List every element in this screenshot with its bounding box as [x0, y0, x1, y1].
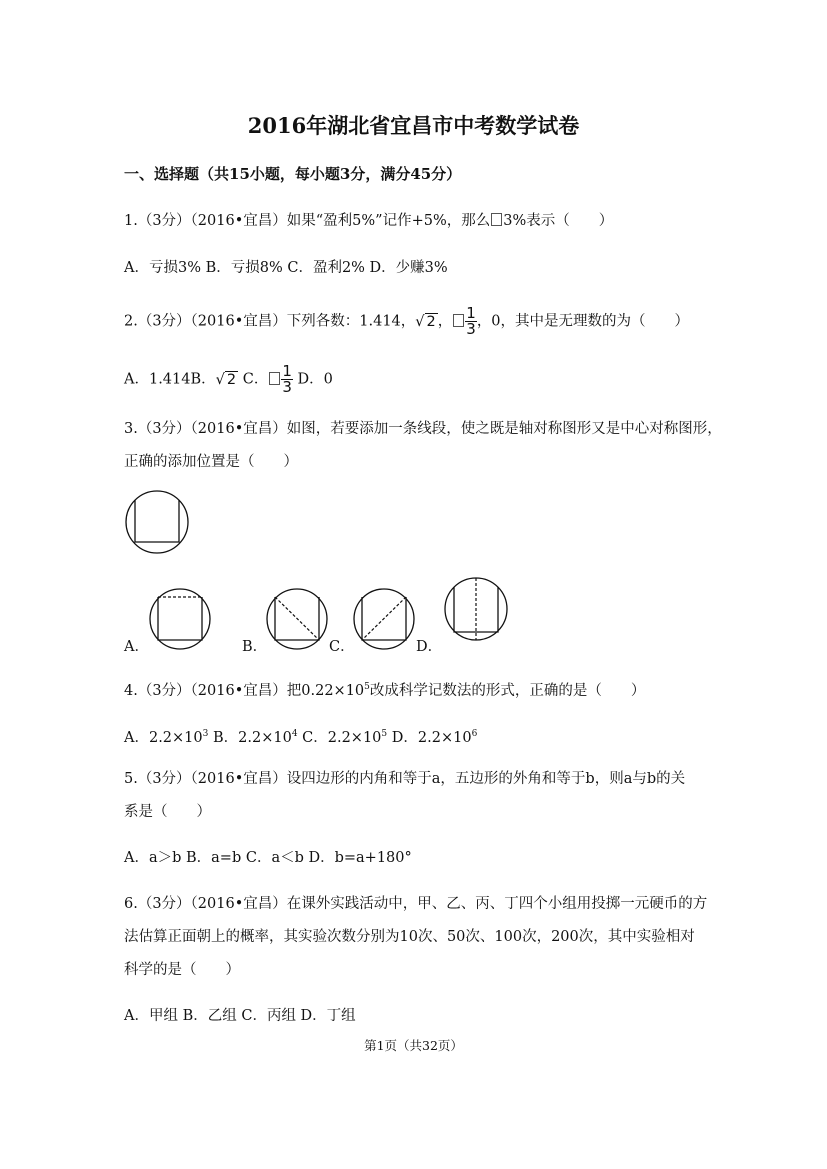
page-footer: 第1页（共32页）: [364, 1038, 463, 1053]
q4-option-b: B．2.2×10: [208, 729, 292, 746]
fraction-numerator: 1: [466, 304, 476, 322]
q2-separator: ，: [437, 313, 453, 330]
question-3-line-1: 3.（3分）（2016•宜昌）如图，若要添加一条线段，使之既是轴对称图形又是中心对称图形，: [124, 421, 722, 437]
fraction-denominator: 3: [282, 378, 292, 396]
q4-option-d: D．2.2×10: [387, 729, 472, 746]
figure-label-d: D．: [416, 639, 443, 655]
q4-exp-d: 6: [471, 729, 478, 739]
question-3-line-2: 正确的添加位置是（ ）: [124, 454, 298, 470]
question-4-options: [124, 724, 477, 748]
q1-stem-part-a: 1.（3分）（2016•宜昌）如果“盈利5%”记作+5%，那么: [124, 213, 491, 229]
missing-glyph-box-icon: [491, 213, 502, 226]
sqrt-radicand: 2: [226, 371, 237, 388]
section-heading: 一、选择题（共15小题，每小题3分，满分45分）: [124, 165, 462, 183]
question-6-line-3: 科学的是（ ）: [124, 962, 240, 978]
sqrt-symbol: √ 2: [215, 371, 237, 388]
q4-exp-b: 4: [291, 729, 298, 739]
figure-square-sides: [135, 500, 179, 542]
q4-option-a: A．2.2×10: [124, 729, 203, 746]
q4-stem-exponent: 5: [364, 682, 370, 692]
fraction-numerator: 1: [282, 362, 292, 380]
question-4-stem: [124, 677, 645, 701]
q4-exp-a: 3: [202, 729, 209, 739]
question-5-line-2: 系是（ ）: [124, 804, 211, 820]
figure-label-b: B．: [242, 639, 268, 655]
q4-stem-part-b: 改成科学记数法的形式，正确的是（ ）: [369, 682, 646, 699]
q2-option-d: D．0: [292, 371, 333, 388]
q2-stem-part-a: 2.（3分）（2016•宜昌）下列各数：1.414，: [124, 313, 416, 330]
missing-glyph-box-icon: [453, 314, 464, 327]
q4-stem-part-a: 4.（3分）（2016•宜昌）把0.22×10: [124, 682, 365, 699]
q2-option-c: C．: [238, 371, 269, 388]
fraction-one-third: [281, 364, 293, 395]
fraction-one-third: [465, 306, 477, 337]
question-6-line-2: 法估算正面朝上的概率，其实验次数分别为10次、50次、100次，200次，其中实验相对: [124, 929, 695, 945]
sqrt-symbol: √ 2: [415, 313, 436, 330]
paper-title: 2016年湖北省宜昌市中考数学试卷: [247, 113, 580, 138]
question-1-options: A．亏损3% B．亏损8% C．盈利2% D．少赚3%: [124, 260, 448, 276]
figure-option-c: [352, 588, 416, 650]
q4-exp-c: 5: [381, 729, 388, 739]
question-2-stem: [124, 306, 689, 337]
q4-option-c: C．2.2×10: [297, 729, 382, 746]
figure-option-b: [265, 588, 329, 650]
question-2-options: [124, 364, 333, 395]
figure-label-c: C．: [329, 639, 355, 655]
question-6-line-1: 6.（3分）（2016•宜昌）在课外实践活动中，甲、乙、丙、丁四个小组用投掷一元硬币的方: [124, 896, 708, 912]
question-6-options: A．甲组 B．乙组 C．丙组 D．丁组: [124, 1008, 356, 1024]
fraction-denominator: 3: [466, 320, 476, 338]
figure-option-a: [148, 588, 212, 650]
q1-stem-part-b: 3%表示（ ）: [503, 213, 614, 229]
figure-main: [124, 490, 190, 554]
question-5-options: A．a＞b B．a=b C．a＜b D．b=a+180°: [124, 850, 412, 866]
sqrt-radicand: 2: [426, 313, 436, 330]
q2-option-a: A．1.414B．: [124, 371, 216, 388]
question-1-stem: [124, 211, 613, 231]
figure-option-d: [443, 576, 509, 642]
question-5-line-1: 5.（3分）（2016•宜昌）设四边形的内角和等于a，五边形的外角和等于b，则a与b的关: [124, 771, 686, 787]
q2-stem-part-b: ，0，其中是无理数的为（ ）: [476, 313, 690, 330]
missing-glyph-box-icon: [269, 372, 280, 385]
figure-label-a: A．: [124, 639, 149, 655]
